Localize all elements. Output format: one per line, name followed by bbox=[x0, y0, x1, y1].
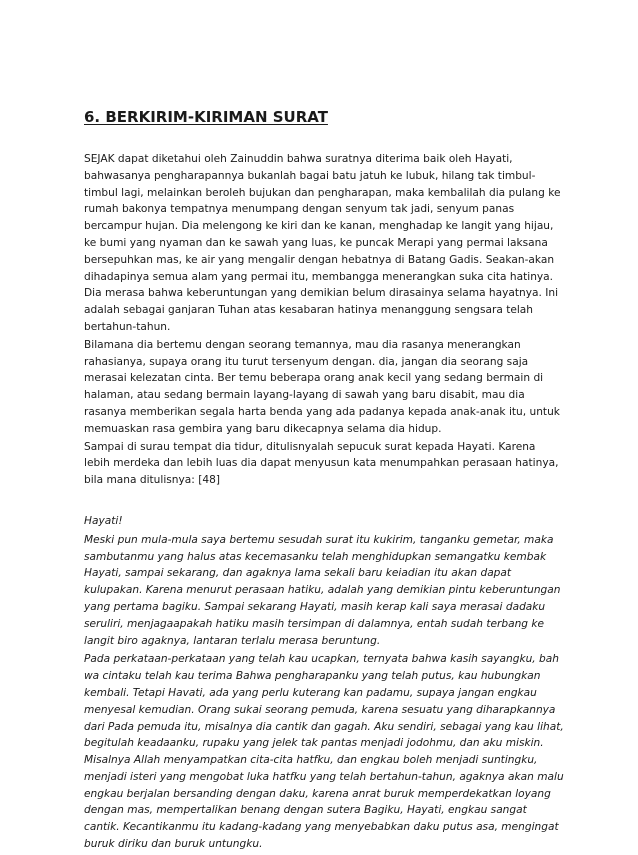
letter-paragraph: Pada perkataan-perkataan yang telah kau ucapkan, ternyata bahwa kasih sayangku, bah wa cintaku telah kau terima Bahwa pengharapanku yang telah putus, kau hubungkan kembali. Tetapi Havati, ada yang perlu kuterang kan padamu, supaya jangan engkau menyesal kemudian. Orang sukai seorang pemuda, karena sesuatu yang diharapkannya dari Pada pemuda itu, misalnya dia cantik dan gagah. Aku sendiri, sebagai yang kau lihat, begitulah keadaanku, rupaku yang jelek tak pantas menjadi jodohmu, dan aku miskin. Misalnya Allah menyampatkan cita-cita hatfku, dan engkau boleh menjadi suntingku, menjadi isteri yang mengobat luka hatfku yang telah bertahun-tahun, agaknya akan malu engkau berjalan bersanding dengan daku, karena anrat buruk memperdekatkan loyang dengan mas, mempertalikan benang dengan sutera Bagiku, Hayati, engkau sangat cantik. Kecantikanmu itu kadang-kadang yang menyebabkan daku putus asa, mengingat buruk diriku dan buruk untungku. bbox=[84, 653, 564, 851]
body-paragraph: Bilamana dia bertemu dengan seorang temannya, mau dia rasanya menerangkan rahasianya, supaya orang itu turut tersenyum dengan. dia, jangan dia seorang saja merasai kelezatan cinta. Ber temu beberapa orang anak kecil yang sedang bermain di halaman, atau sedang bermain layang-layang di sawah yang baru disabit, mau dia rasanya memberikan segala harta benda yang ada padanya kepada anak-anak itu, untuk memuaskan rasa gembira yang baru dikecapnya selama dia hidup. bbox=[84, 338, 560, 435]
body-paragraph: SEJAK dapat diketahui oleh Zainuddin bahwa suratnya diterima baik oleh Hayati, bahwasanya pengharapannya bukanlah bagai batu jatuh ke lubuk, hilang tak timbul-timbul lagi, melainkan beroleh bujukan dan pengharapan, maka kembalilah dia pulang ke rumah bakonya tempatnya menumpang dengan senyum tak jadi, senyum panas bercampur hujan. Dia melengong ke kiri dan ke kanan, menghadap ke langit yang hijau, ke bumi yang nyaman dan ke sawah yang luas, ke puncak Merapi yang permai laksana bersepuhkan mas, ke air yang mengalir dengan hebatnya di Batang Gadis. Seakan-akan dihadapinya semua alam yang permai itu, membangga menerangkan suka cita hatinya. Dia merasa bahwa keberuntungan yang demikian belum dirasainya selama hayatnya. Ini adalah sebagai ganjaran Tuhan atas kesabaran hatinya menanggung sengsara telah bertahun-tahun. bbox=[84, 153, 561, 333]
letter-paragraph: Meski pun mula-mula saya bertemu sesudah surat itu kukirim, tanganku gemetar, maka sambutanmu yang halus atas kecemasanku telah menghidupkan semangatku kembak Hayati, sampai sekarang, dan agaknya lama sekali baru keiadian itu akan dapat kulupakan. Karena menurut perasaan hatiku, adalah yang demikian pintu keberuntungan yang pertama bagiku. Sampai sekarang Hayati, masih kerap kali saya merasai dadaku seruliri, menjagaapakah hatiku masih tersimpan di dalamnya, entah sudah terbang ke langit biro agaknya, lantaran terlalu merasa beruntung. bbox=[84, 533, 561, 647]
body-paragraph: Sampai di surau tempat dia tidur, ditulisnyalah sepucuk surat kepada Hayati. Karena lebih merdeka dan lebih luas dia dapat menyusun kata menumpahkan perasaan hatinya, bila mana ditulisnya: [48] bbox=[84, 440, 559, 487]
document-page bbox=[84, 107, 564, 855]
letter-block bbox=[84, 513, 564, 853]
chapter-heading: 6. BERKIRIM-KIRIMAN SURAT bbox=[84, 108, 328, 126]
letter-greeting: Hayati! bbox=[84, 514, 123, 527]
